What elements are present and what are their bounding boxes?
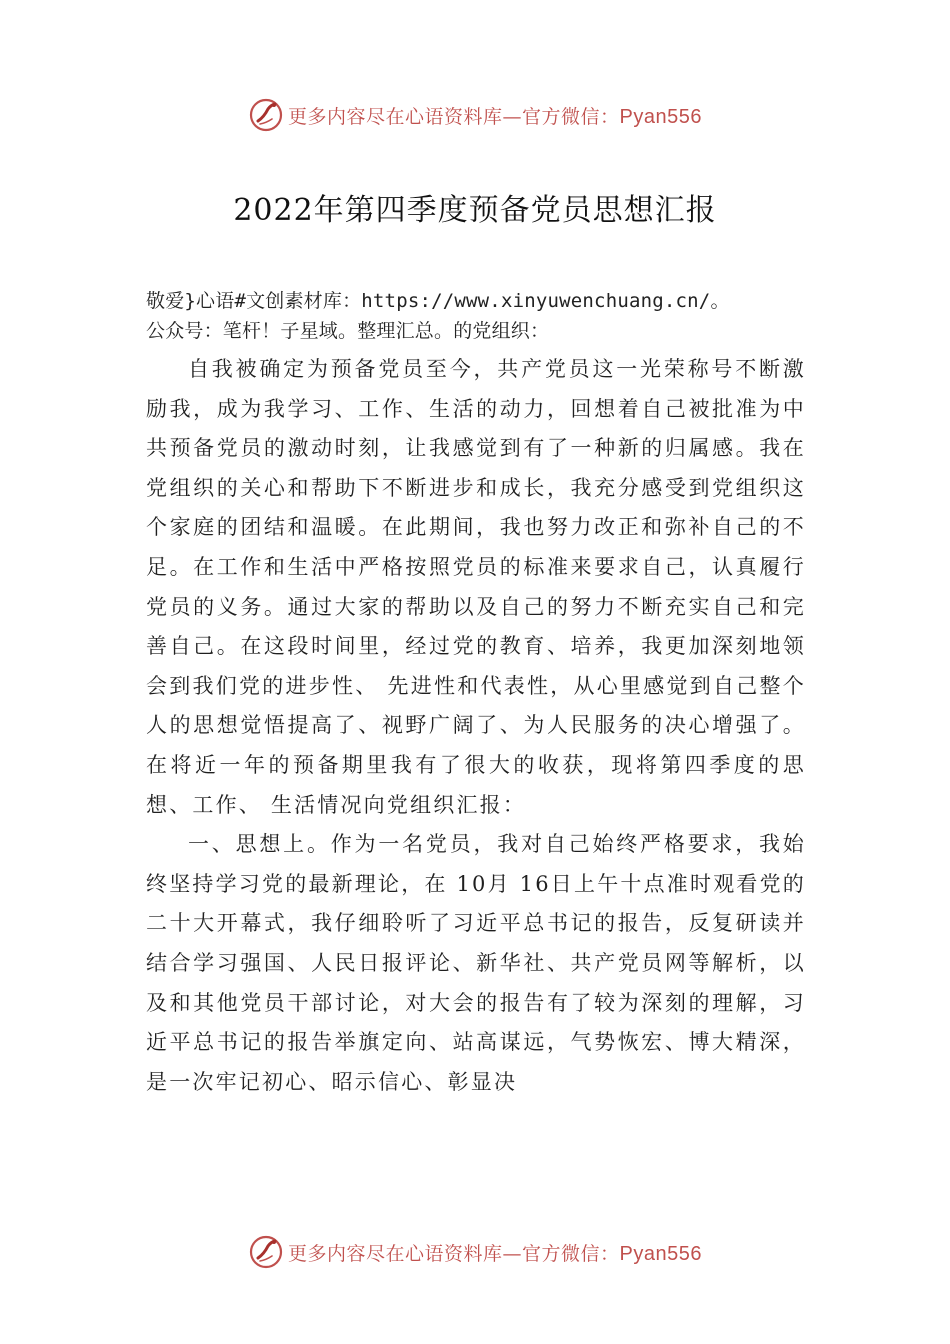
salutation-line-2: 公众号：笔杆！子星域。整理汇总。的党组织：: [146, 320, 550, 342]
header-banner-label: 更多内容尽在心语资料库—官方微信：: [288, 105, 620, 128]
header-wechat-id: Pyan556: [619, 105, 702, 128]
footer-banner-label: 更多内容尽在心语资料库—官方微信：: [288, 1242, 620, 1265]
salutation: [146, 286, 846, 346]
footer-wechat-id: Pyan556: [619, 1242, 702, 1265]
salutation-line-1: 敬爱}心语#文创素材库：https://www.xinyuwenchuang.cn/。: [146, 290, 730, 312]
document-title: 2022年第四季度预备党员思想汇报: [233, 193, 717, 228]
footer-banner: [0, 1232, 950, 1272]
paragraph-intro: 自我被确定为预备党员至今，共产党员这一光荣称号不断激励我，成为我学习、工作、生活的动力，回想着自己被批准为中共预备党员的激动时刻，让我感觉到有了一种新的归属感。我在党组织的关心和帮助下不断进步和成长，我充分感受到党组织这个家庭的团结和温暖。在此期间，我也努力改正和弥补自己的不足。在工作和生活中严格按照党员的标准来要求自己，认真履行党员的义务。通过大家的帮助以及自己的努力不断充实自己和完善自己。在这段时间里，经过党的教育、培养，我更加深刻地领会到我们党的进步性、 先进性和代表性，从心里感觉到自己整个人的思想觉悟提高了、视野广阔了、为人民服务的决心增强了。在将近一年的预备期里我有了很大的收获，现将第四季度的思想、工作、 生活情况向党组织汇报：: [146, 357, 806, 817]
brush-pen-logo-icon: [248, 97, 284, 133]
paragraph-thought: 一、思想上。作为一名党员，我对自己始终严格要求，我始终坚持学习党的最新理论，在 10月 16日上午十点准时观看党的二十大开幕式，我仔细聆听了习近平总书记的报告，反复研读并结合学习强国、人民日报评论、新华社、共产党员网等解析，以及和其他党员干部讨论，对大会的报告有了较为深刻的理解，习近平总书记的报告举旗定向、站高谋远，气势恢宏、博大精深，是一次牢记初心、昭示信心、彰显决: [146, 832, 806, 1094]
header-banner-text: [288, 102, 702, 129]
header-banner: [0, 95, 950, 135]
document-body: [146, 350, 806, 1102]
footer-banner-text: [288, 1239, 702, 1266]
brush-pen-logo-icon: [248, 1234, 284, 1270]
